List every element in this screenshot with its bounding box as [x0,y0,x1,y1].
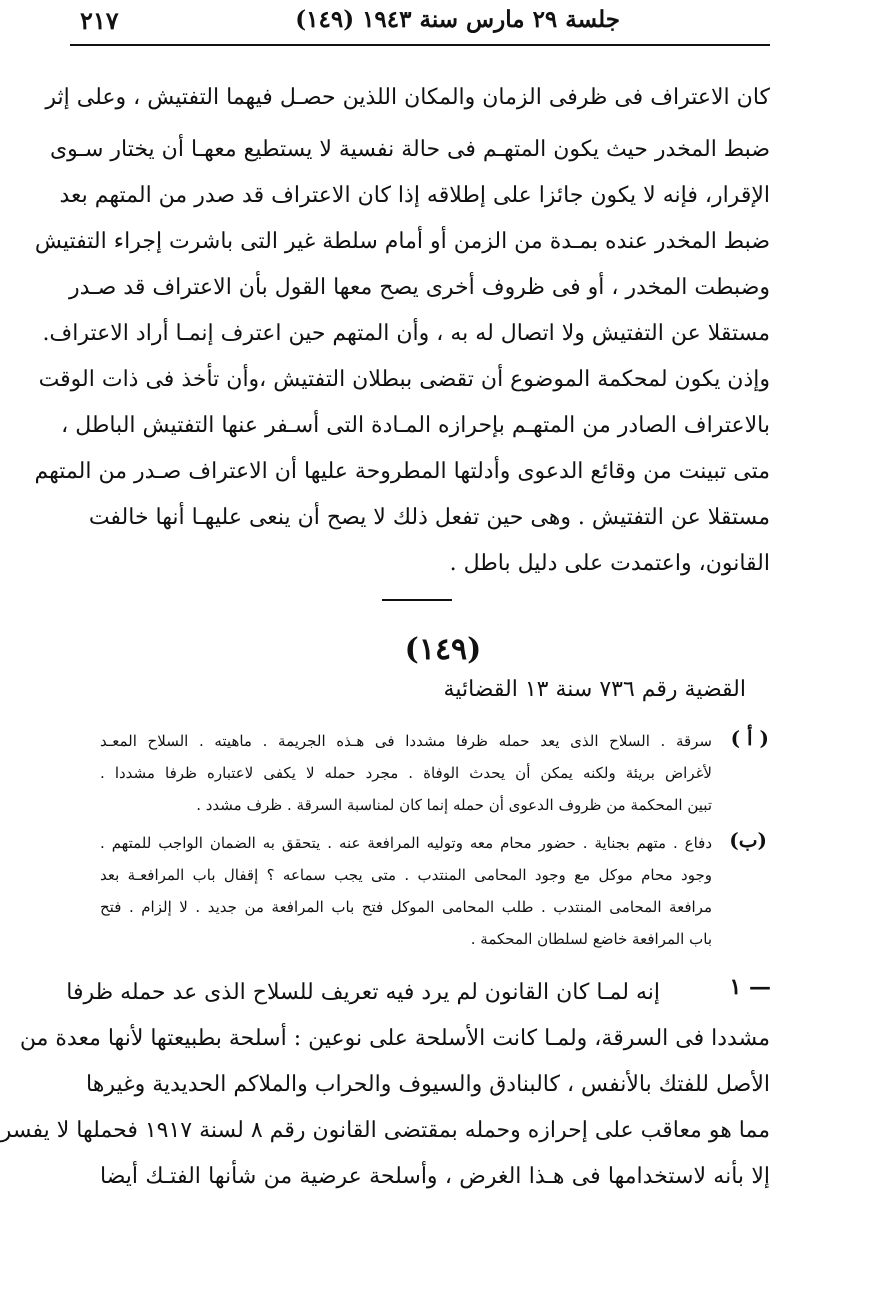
paragraph-line: متى تبينت من وقائع الدعوى وأدلتها المطروحة عليها أن الاعتراف صـدر من المتهم [34,459,770,484]
paragraph-line: مستقلا عن التفتيش . وهى حين تفعل ذلك لا يصح أن ينعى عليهـا أنها خالفت [88,505,770,530]
paragraph-line: إلا بأنه لاستخدامها فى هـذا الغرض ، وأسلحة عرضية من شأنها الفتـك أيضا [100,1164,770,1189]
paragraph-line: مستقلا عن التفتيش ولا اتصال له به ، وأن المتهم حين اعترف إنمـا أراد الاعتراف. [42,321,770,346]
paragraph-line: إنه لمـا كان القانون لم يرد فيه تعريف للسلاح الذى عد حمله ظرفا [66,980,660,1005]
paragraph-line: ضبط المخدر حيث يكون المتهـم فى حالة نفسية لا يستطيع معهـا أن يختار سـوى [49,137,770,162]
headnote-line: لأغراض بريئة ولكنه يمكن أن يحدث الوفاة . مجرد حمله لا يكفى لاعتباره ظرفا مشددا . [100,764,712,782]
paragraph-line: الإقرار، فإنه لا يكون جائزا على إطلاقه إذا كان الاعتراف قد صدر من المتهم بعد [59,183,770,208]
headnote-line: سرقة . السلاح الذى يعد حمله ظرفا مشددا فى هـذه الجريمة . ماهيته . السلاح المعـد [100,732,712,750]
session-title: جلسة ٢٩ مارس سنة ١٩٤٣ (١٤٩) [295,6,620,33]
headnote-label: (ب) [729,828,767,852]
headnote-line: دفاع . متهم بجناية . حضور محام معه وتوليه المرافعة عنه . يتحقق به الضمان الواجب للمتهم . [100,834,712,852]
paragraph-number: ١ — [729,974,771,1000]
case-number: (١٤٩) [404,632,482,667]
paragraph-line: القانون، واعتمدت على دليل باطل . [449,551,770,576]
paragraph-line: ضبط المخدر عنده بمـدة من الزمن أو أمام سلطة غير التى باشرت إجراء التفتيش [34,229,770,254]
headnote-line: مرافعة المحامى المنتدب . طلب المحامى الموكل فتح باب المرافعة من جديد . لا إلزام . فتح [100,898,712,916]
paragraph-line: كان الاعتراف فى ظرفى الزمان والمكان اللذين حصـل فيهما التفتيش ، وعلى إثر [45,85,770,110]
case-caption: القضية رقم ٧٣٦ سنة ١٣ القضائية [443,677,746,702]
running-header [70,6,770,44]
paragraph-line: مما هو معاقب على إحرازه وحمله بمقتضى القانون رقم ٨ لسنة ١٩١٧ فحملها لا يفسر [0,1118,770,1143]
paragraph-line: مشددا فى السرقة، ولمـا كانت الأسلحة على نوعين : أسلحة بطبيعتها لأنها معدة من [19,1026,770,1051]
headnote-line: باب المرافعة خاضع لسلطان المحكمة . [470,930,712,948]
headnote-line: تبين المحكمة من ظروف الدعوى أن حمله إنما كان لمناسبة السرقة . ظرف مشدد . [196,796,712,814]
paragraph-line: وضبطت المخدر ، أو فى ظروف أخرى يصح معها القول بأن الاعتراف قد صـدر [68,275,770,300]
paragraph-line: بالاعتراف الصادر من المتهـم بإحرازه المـادة التى أسـفر عنها التفتيش الباطل ، [61,413,770,438]
paragraph-line: الأصل للفتك بالأنفس ، كالبنادق والسيوف والحراب والملاكم الحديدية وغيرها [86,1072,770,1097]
page-number: ٢١٧ [80,6,119,35]
headnote-line: وجود محام موكل مع وجود المحامى المنتدب . متى يجب سماعه ؟ إقفال باب المرافعـة بعد [100,866,712,884]
headnote-label: ( أ ) [730,726,769,750]
section-divider [382,599,452,601]
header-rule [70,44,770,46]
paragraph-line: وإذن يكون لمحكمة الموضوع أن تقضى ببطلان التفتيش ،وأن تأخذ فى ذات الوقت [38,367,770,392]
